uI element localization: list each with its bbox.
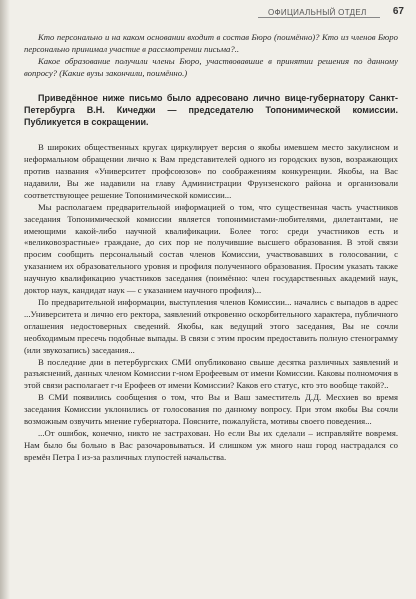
body-paragraph: В широких общественных кругах циркулирует версия о якобы имевшем место закулисном и неформальном обращении лично к Вам представителей одного из городских вузов, возражающих против названия «Университет профсоюзов» по соображениям конкуренции. Якобы, на Вас надавили, Вы же надавили на главу Администрации Фрунзенского района и организовали соответствующее решение Топонимической комиссии... [24,142,398,200]
body-paragraph: В СМИ появились сообщения о том, что Вы и Ваш заместитель Д.Д. Месхиев во время заседания Комиссии уклонились от голосования по данному вопросу. При этом якобы Вы сочли возможным озвучить мнение губернатора. Поясните, пожалуйста, мотивы своего поведения... [24,392,398,427]
section-title: ОФИЦИАЛЬНЫЙ ОТДЕЛ [264,8,371,17]
question-paragraph: Какое образование получили члены Бюро, участвовавшие в принятии решения по данному вопросу? (Какие вузы закончили, поимённо.) [24,55,398,78]
question-paragraph: Кто персонально и на каком основании входит в состав Бюро (поимённо)? Кто из членов Бюро персонально принимал участие в рассмотрении письма?.. [24,32,398,54]
article-body [24,32,398,464]
body-paragraph: Мы располагаем предварительной информацией о том, что существенная часть участников заседания Топонимической комиссии является топонимистами-любителями, дилетантами, не имеющими какой-либо научной квалификации. Более того: среди участников есть и «великовозрастные» граждане, до сих пор не получившие высшего образования. В этой связи просим сообщить персональный состав членов Комиссии, участвовавших в голосовании, с указанием их образовательного уровня и профиля полученного образования. Просим указать также научную квалификацию участников заседания (поимённо: член государственных академий наук, доктор наук, кандидат наук — с указанием научного профиля)... [24,201,398,296]
lead-paragraph [24,92,398,129]
body-paragraph: По предварительной информации, выступления членов Комиссии... начались с выпадов в адрес ...Университета и лично его ректора, заявлений откровенно оскорбительного характера, публичного оглашения недостоверных сведений. Якобы, как ведущий этого заседания, Вы не сочли необходимым пресечь подобные выпады. В связи с этим просим предоставить полную стенограмму (или звукозапись) заседания... [24,297,398,355]
page-number: 67 [392,6,404,17]
body-paragraph: ...От ошибок, конечно, никто не застрахован. Но если Вы их сделали – исправляйте вовремя. Нам было бы больно в Вас разочаровываться. И слишком уж много наш город настрадался со времён Петра I из-за различных глупостей начальства. [24,427,398,462]
header-rule [258,17,380,18]
page-binding-shadow [0,0,10,599]
running-header [0,6,416,22]
lead-text: Приведённое ниже письмо было адресовано лично вице-губернатору Санкт-Петербурга В.Н. Кичеджи — председателю Топонимической комиссии. Публикуется в сокращении. [24,92,398,128]
body-paragraph: В последние дни в петербургских СМИ опубликовано свыше десятка различных заявлений и разъяснений, данных членом Комиссии г-ном Ерофеевым от имени Комиссии. Каковы полномочия в этой связи располагает г-н Ерофеев от имени Комиссии? Каков его статус, кто это вообще такой?.. [24,356,398,391]
